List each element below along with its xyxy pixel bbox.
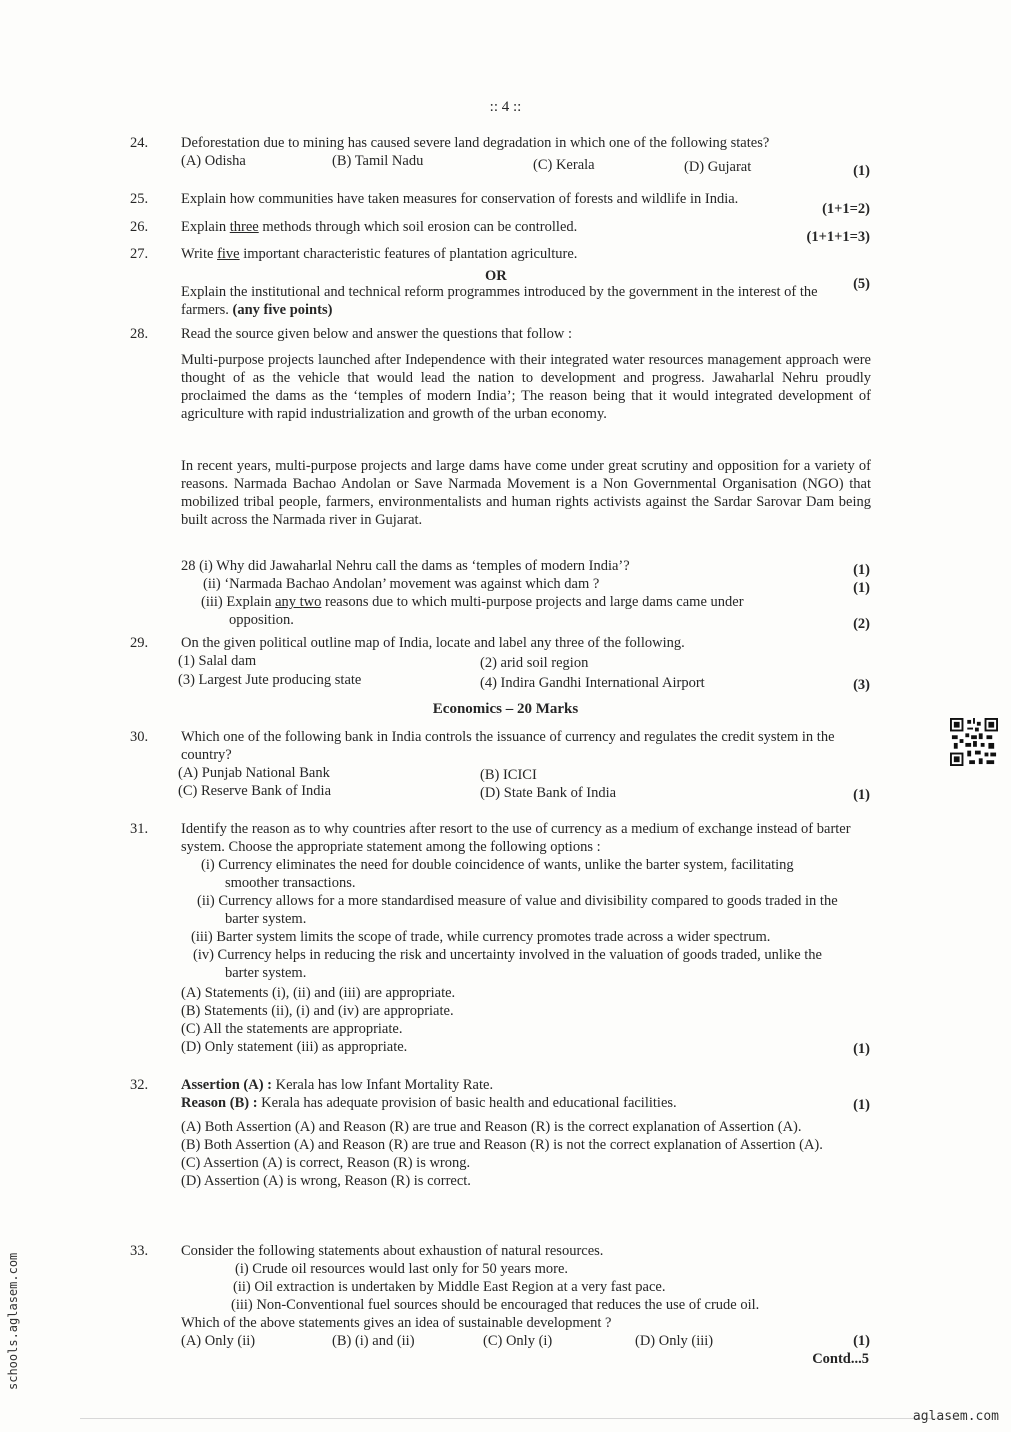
text-pre: (iii) Explain xyxy=(201,594,272,610)
option-a: (A) Statements (i), (ii) and (iii) are appropriate. xyxy=(181,985,456,1001)
option-b: (B) Tamil Nadu xyxy=(332,153,424,169)
marks: (3) xyxy=(853,677,870,693)
question-33 xyxy=(130,1242,870,1357)
question-26 xyxy=(130,218,870,245)
question-text: Explain how communities have taken measures for conservation of forests and wildlife in India. xyxy=(181,191,739,207)
marks: (5) xyxy=(853,276,870,292)
assertion-text: Kerala has low Infant Mortality Rate. xyxy=(275,1077,494,1093)
statement: (ii) Oil extraction is undertaken by Middle East Region at a very fast pace. xyxy=(233,1279,666,1295)
reason xyxy=(181,1094,771,1112)
options-list xyxy=(181,1118,841,1190)
options-list xyxy=(181,984,781,1056)
option-d: (D) State Bank of India xyxy=(480,785,617,801)
qr-code-icon xyxy=(950,718,998,766)
marks: (1) xyxy=(853,1041,870,1057)
marks: (1) xyxy=(853,1333,870,1349)
question-number: 33. xyxy=(130,1243,149,1259)
text-pre: Write xyxy=(181,246,214,262)
question-27 xyxy=(130,245,870,320)
statements-list xyxy=(181,856,841,982)
question-number: 26. xyxy=(130,219,149,235)
marks: (1+1=2) xyxy=(822,201,870,217)
marks: (1) xyxy=(853,562,870,578)
sub-question-3 xyxy=(181,593,811,629)
alternative-question xyxy=(181,283,821,319)
question-32 xyxy=(130,1076,870,1231)
option-c: (C) Kerala xyxy=(533,157,595,173)
option-a: (A) Both Assertion (A) and Reason (R) are true and Reason (R) is the correct explanation of Assertion (A). xyxy=(181,1119,802,1135)
marks: (1) xyxy=(853,580,870,596)
option-a: (A) Only (ii) xyxy=(181,1333,256,1349)
side-watermark: schools.aglasem.com xyxy=(6,1252,20,1390)
option-c: (C) All the statements are appropriate. xyxy=(181,1021,403,1037)
text-post: methods through which soil erosion can be controlled. xyxy=(262,219,578,235)
question-text: Which one of the following bank in India controls the issuance of currency and regulates the credit system in the country? xyxy=(181,729,835,763)
footer-divider xyxy=(80,1418,960,1419)
question-prompt: Which of the above statements gives an idea of sustainable development ? xyxy=(181,1315,612,1331)
question-text xyxy=(181,245,701,263)
statement: (iv) Currency helps in reducing the risk and uncertainty involved in the valuation of goods traded, unlike the barter system. xyxy=(193,947,822,981)
option-c: (C) Only (i) xyxy=(483,1333,553,1349)
question-text: Identify the reason as to why countries after resort to the use of currency as a medium of exchange instead of barter system. Choose the appropriate statement among the following options : xyxy=(181,821,851,855)
question-number: 29. xyxy=(130,635,149,651)
alt-text: Explain the institutional and technical reform programmes introduced by the government in the interest of the farmers. xyxy=(181,284,818,318)
question-30 xyxy=(130,728,870,803)
question-31 xyxy=(130,820,870,1060)
statement: (iii) Non-Conventional fuel sources should be encouraged that reduces the use of crude oil. xyxy=(231,1297,760,1313)
marks: (2) xyxy=(853,616,870,632)
alt-note: (any five points) xyxy=(232,302,333,318)
statement: (ii) Currency allows for a more standardised measure of value and divisibility compared to goods traded in the barter system. xyxy=(197,893,838,927)
option-d: (D) Gujarat xyxy=(684,159,752,175)
marks: (1) xyxy=(853,787,870,803)
section-heading: Economics – 20 Marks xyxy=(432,701,579,717)
option-d: (D) Assertion (A) is wrong, Reason (R) is correct. xyxy=(181,1173,471,1189)
question-number: 30. xyxy=(130,729,149,745)
option-2: (2) arid soil region xyxy=(480,655,589,671)
sub-question-1: 28 (i) Why did Jawaharlal Nehru call the dams as ‘temples of modern India’? xyxy=(181,558,630,574)
option-d: (D) Only (iii) xyxy=(635,1333,714,1349)
text-underlined: three xyxy=(229,219,259,235)
source-paragraph-2: In recent years, multi-purpose projects and large dams have come under great scrutiny and opposition for a variety of reasons. Narmada Bachao Andolan or Save Narmada Movement is a Non Governmental Organisation (NGO) that mobilized tribal people, farmers, environmentalists and human rights activists against the Sardar Sarovar Dam being built across the Narmada river in Gujarat. xyxy=(181,458,871,528)
option-c: (C) Assertion (A) is correct, Reason (R) is wrong. xyxy=(181,1155,471,1171)
sub-question-2: (ii) ‘Narmada Bachao Andolan’ movement was against which dam ? xyxy=(203,576,600,592)
option-d: (D) Only statement (iii) as appropriate. xyxy=(181,1039,408,1055)
question-number: 27. xyxy=(130,246,149,262)
or-separator: OR xyxy=(485,268,507,284)
option-c: (C) Reserve Bank of India xyxy=(178,783,332,799)
marks: (1) xyxy=(853,163,870,179)
question-number: 31. xyxy=(130,821,149,837)
text-pre: Explain xyxy=(181,219,227,235)
question-number: 32. xyxy=(130,1077,149,1093)
statements-list xyxy=(181,1260,871,1314)
text-underlined: five xyxy=(217,246,240,262)
option-b: (B) ICICI xyxy=(480,767,537,783)
option-b: (B) (i) and (ii) xyxy=(332,1333,415,1349)
text-post: important characteristic features of plantation agriculture. xyxy=(243,246,578,262)
question-text: Deforestation due to mining has caused severe land degradation in which one of the following states? xyxy=(181,135,770,151)
footer-watermark: aglasem.com xyxy=(912,1409,999,1424)
question-24 xyxy=(130,134,870,182)
assertion-label: Assertion (A) : xyxy=(181,1077,273,1093)
option-1: (1) Salal dam xyxy=(178,653,257,669)
question-text: Consider the following statements about exhaustion of natural resources. xyxy=(181,1243,604,1259)
page-number: :: 4 :: xyxy=(489,99,522,115)
reason-text: Kerala has adequate provision of basic health and educational facilities. xyxy=(261,1095,677,1111)
question-25 xyxy=(130,190,870,217)
option-3: (3) Largest Jute producing state xyxy=(178,672,362,688)
statement: (i) Currency eliminates the need for double coincidence of wants, unlike the barter system, facilitating smoother transactions. xyxy=(201,857,794,891)
option-a: (A) Punjab National Bank xyxy=(178,765,330,781)
question-number: 28. xyxy=(130,326,149,342)
question-number: 24. xyxy=(130,135,149,151)
marks: (1+1+1=3) xyxy=(806,229,870,245)
question-29 xyxy=(130,634,870,694)
statement: (i) Crude oil resources would last only for 50 years more. xyxy=(235,1261,569,1277)
reason-label: Reason (B) : xyxy=(181,1095,258,1111)
option-b: (B) Both Assertion (A) and Reason (R) are true and Reason (R) is not the correct explanation of Assertion (A). xyxy=(181,1137,823,1153)
option-a: (A) Odisha xyxy=(181,153,246,169)
question-text: On the given political outline map of India, locate and label any three of the following. xyxy=(181,635,685,651)
question-intro: Read the source given below and answer the questions that follow : xyxy=(181,326,572,342)
option-4: (4) Indira Gandhi International Airport xyxy=(480,675,705,691)
statement: (iii) Barter system limits the scope of trade, while currency promotes trade across a wider spectrum. xyxy=(191,929,771,945)
continued-marker: Contd...5 xyxy=(812,1351,869,1367)
question-28 xyxy=(130,325,870,635)
text-post: reasons due to which multi-purpose projects and large dams came under opposition. xyxy=(229,594,744,628)
question-text xyxy=(181,218,701,236)
option-b: (B) Statements (ii), (i) and (iv) are appropriate. xyxy=(181,1003,454,1019)
question-number: 25. xyxy=(130,191,149,207)
source-paragraph-1: Multi-purpose projects launched after Independence with their integrated water resources management approach were thought of as the vehicle that would lead the nation to development and progress. Jawaharlal Nehru proudly proclaimed the dams as the ‘temples of modern India’; The reason being that it would integrated development of agriculture with rapid industrialization and growth of the urban economy. xyxy=(181,352,871,422)
assertion xyxy=(181,1076,871,1094)
text-underlined: any two xyxy=(275,594,322,610)
marks: (1) xyxy=(853,1097,870,1113)
